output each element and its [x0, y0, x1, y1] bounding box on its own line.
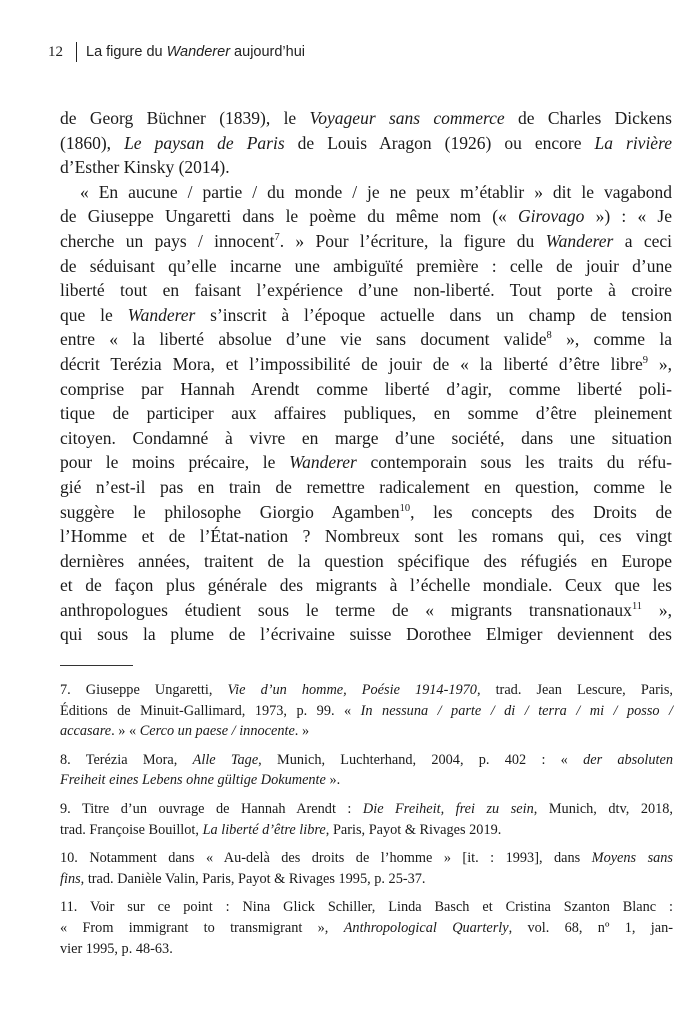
body-line: qui sous la plume de l’écrivaine suisse Dorothee Elmiger deviennent des	[60, 624, 672, 645]
body-line: que le Wanderer s’inscrit à l’époque actuelle dans un champ de tension	[60, 304, 672, 325]
body-line: (1860), Le paysan de Paris de Louis Aragon (1926) ou encore La rivière	[60, 132, 673, 153]
footnote-ref: 8	[546, 330, 552, 342]
body-line: citoyen. Condamné à vivre en marge d’une société, dans une situation	[60, 427, 672, 448]
body-line: pour le moins précaire, le Wanderer contemporain sous les traits du réfu-	[60, 452, 672, 473]
footnote-rule	[60, 665, 133, 666]
body-line: cherche un pays / innocent$^7$. » Pour l’écriture, la figure du Wanderer a ceci	[60, 230, 672, 251]
body-line: anthropologues étudient sous le terme de « migrants transnationaux$^{11}$ »,	[60, 599, 673, 620]
body-line: dernières années, traitent de la question spécifique des réfugiés en Europe	[60, 550, 672, 571]
body-line: l’Homme et de l’État-nation ? Nombreux sont les romans qui, ces vingt	[60, 526, 672, 547]
running-header	[48, 42, 305, 62]
footnote-11: 11. Voir sur ce point : Nina Glick Schiller, Linda Basch et Cristina Szanton Blanc : « From immigrant to transmigrant », Anthropological Quarterly, vol. 68, nº 1, jan- vier 1995, p. 48-63.	[60, 899, 673, 957]
body-line: de séduisant qu’elle incarne une ambiguïté première : celle de jouir d’une	[60, 255, 672, 276]
body-line: comprise par Hannah Arendt comme liberté d’agir, comme liberté poli-	[60, 378, 672, 399]
footnote-10: 10. Notamment dans « Au-delà des droits de l’homme » [it. : 1993], dans Moyens sans fins, trad. Danièle Valin, Paris, Payot & Rivages 1995, p. 25-37.	[60, 850, 673, 887]
body-line: gié n’est-il pas en train de remettre radicalement en question, comme le	[60, 476, 672, 497]
footnote-ref: 7	[274, 232, 280, 244]
body-line: de Georg Büchner (1839), le Voyageur sans commerce de Charles Dickens	[60, 108, 672, 128]
body-line: « En aucune / partie / du monde / je ne peux m’établir » dit le vagabond	[80, 181, 672, 202]
body-line: entre « la liberté absolue d’une vie sans document valide$^8$ », comme la	[60, 329, 673, 350]
running-title: La figure du Wanderer aujourd’hui	[86, 44, 306, 60]
footnote-ref: 10	[399, 502, 411, 514]
footnote-9: 9. Titre d’un ouvrage de Hannah Arendt : Die Freiheit, frei zu sein, Munich, dtv, 2018, trad. Françoise Bouillot, La liberté d’être libre, Paris, Payot & Rivages 2019.	[60, 800, 673, 838]
body-line: d’Esther Kinsky (2014).	[60, 157, 230, 178]
body-line: décrit Terézia Mora, et l’impossibilité de jouir de « la liberté d’être libre$^9$ »,	[60, 353, 673, 374]
footnote-ref: 9	[642, 355, 648, 367]
header-divider	[76, 42, 77, 62]
footnote-7: 7. Giuseppe Ungaretti, Vie d’un homme, Poésie 1914-1970, trad. Jean Lescure, Paris, Éditions de Minuit-Gallimard, 1973, p. 99. « In nessuna / parte / di / terra / mi / posso / accasare. » « Cerco un paese / innocente. »	[60, 682, 673, 740]
page-number: 12	[48, 43, 63, 60]
body-line: liberté tout en faisant l’expérience d’une non-liberté. Tout porte à croire	[60, 280, 672, 301]
body-line: et de façon plus générale des migrants à l’échelle mondiale. Ceux que les	[60, 575, 672, 596]
body-line: de Giuseppe Ungaretti dans le poème du même nom (« Girovago ») : « Je	[60, 206, 672, 227]
body-line: tique de participer aux affaires publiques, en somme d’être pleinement	[60, 403, 672, 424]
body-text	[60, 106, 672, 647]
footnote-8: 8. Terézia Mora, Alle Tage, Munich, Luchterhand, 2004, p. 402 : « der absoluten Freiheit eines Lebens ohne gültige Dokumente ».	[60, 751, 673, 789]
footnotes	[60, 680, 673, 967]
footnote-ref: 11	[631, 601, 643, 613]
body-line: suggère le philosophe Giorgio Agamben$^{10}$, les concepts des Droits de	[60, 501, 673, 522]
